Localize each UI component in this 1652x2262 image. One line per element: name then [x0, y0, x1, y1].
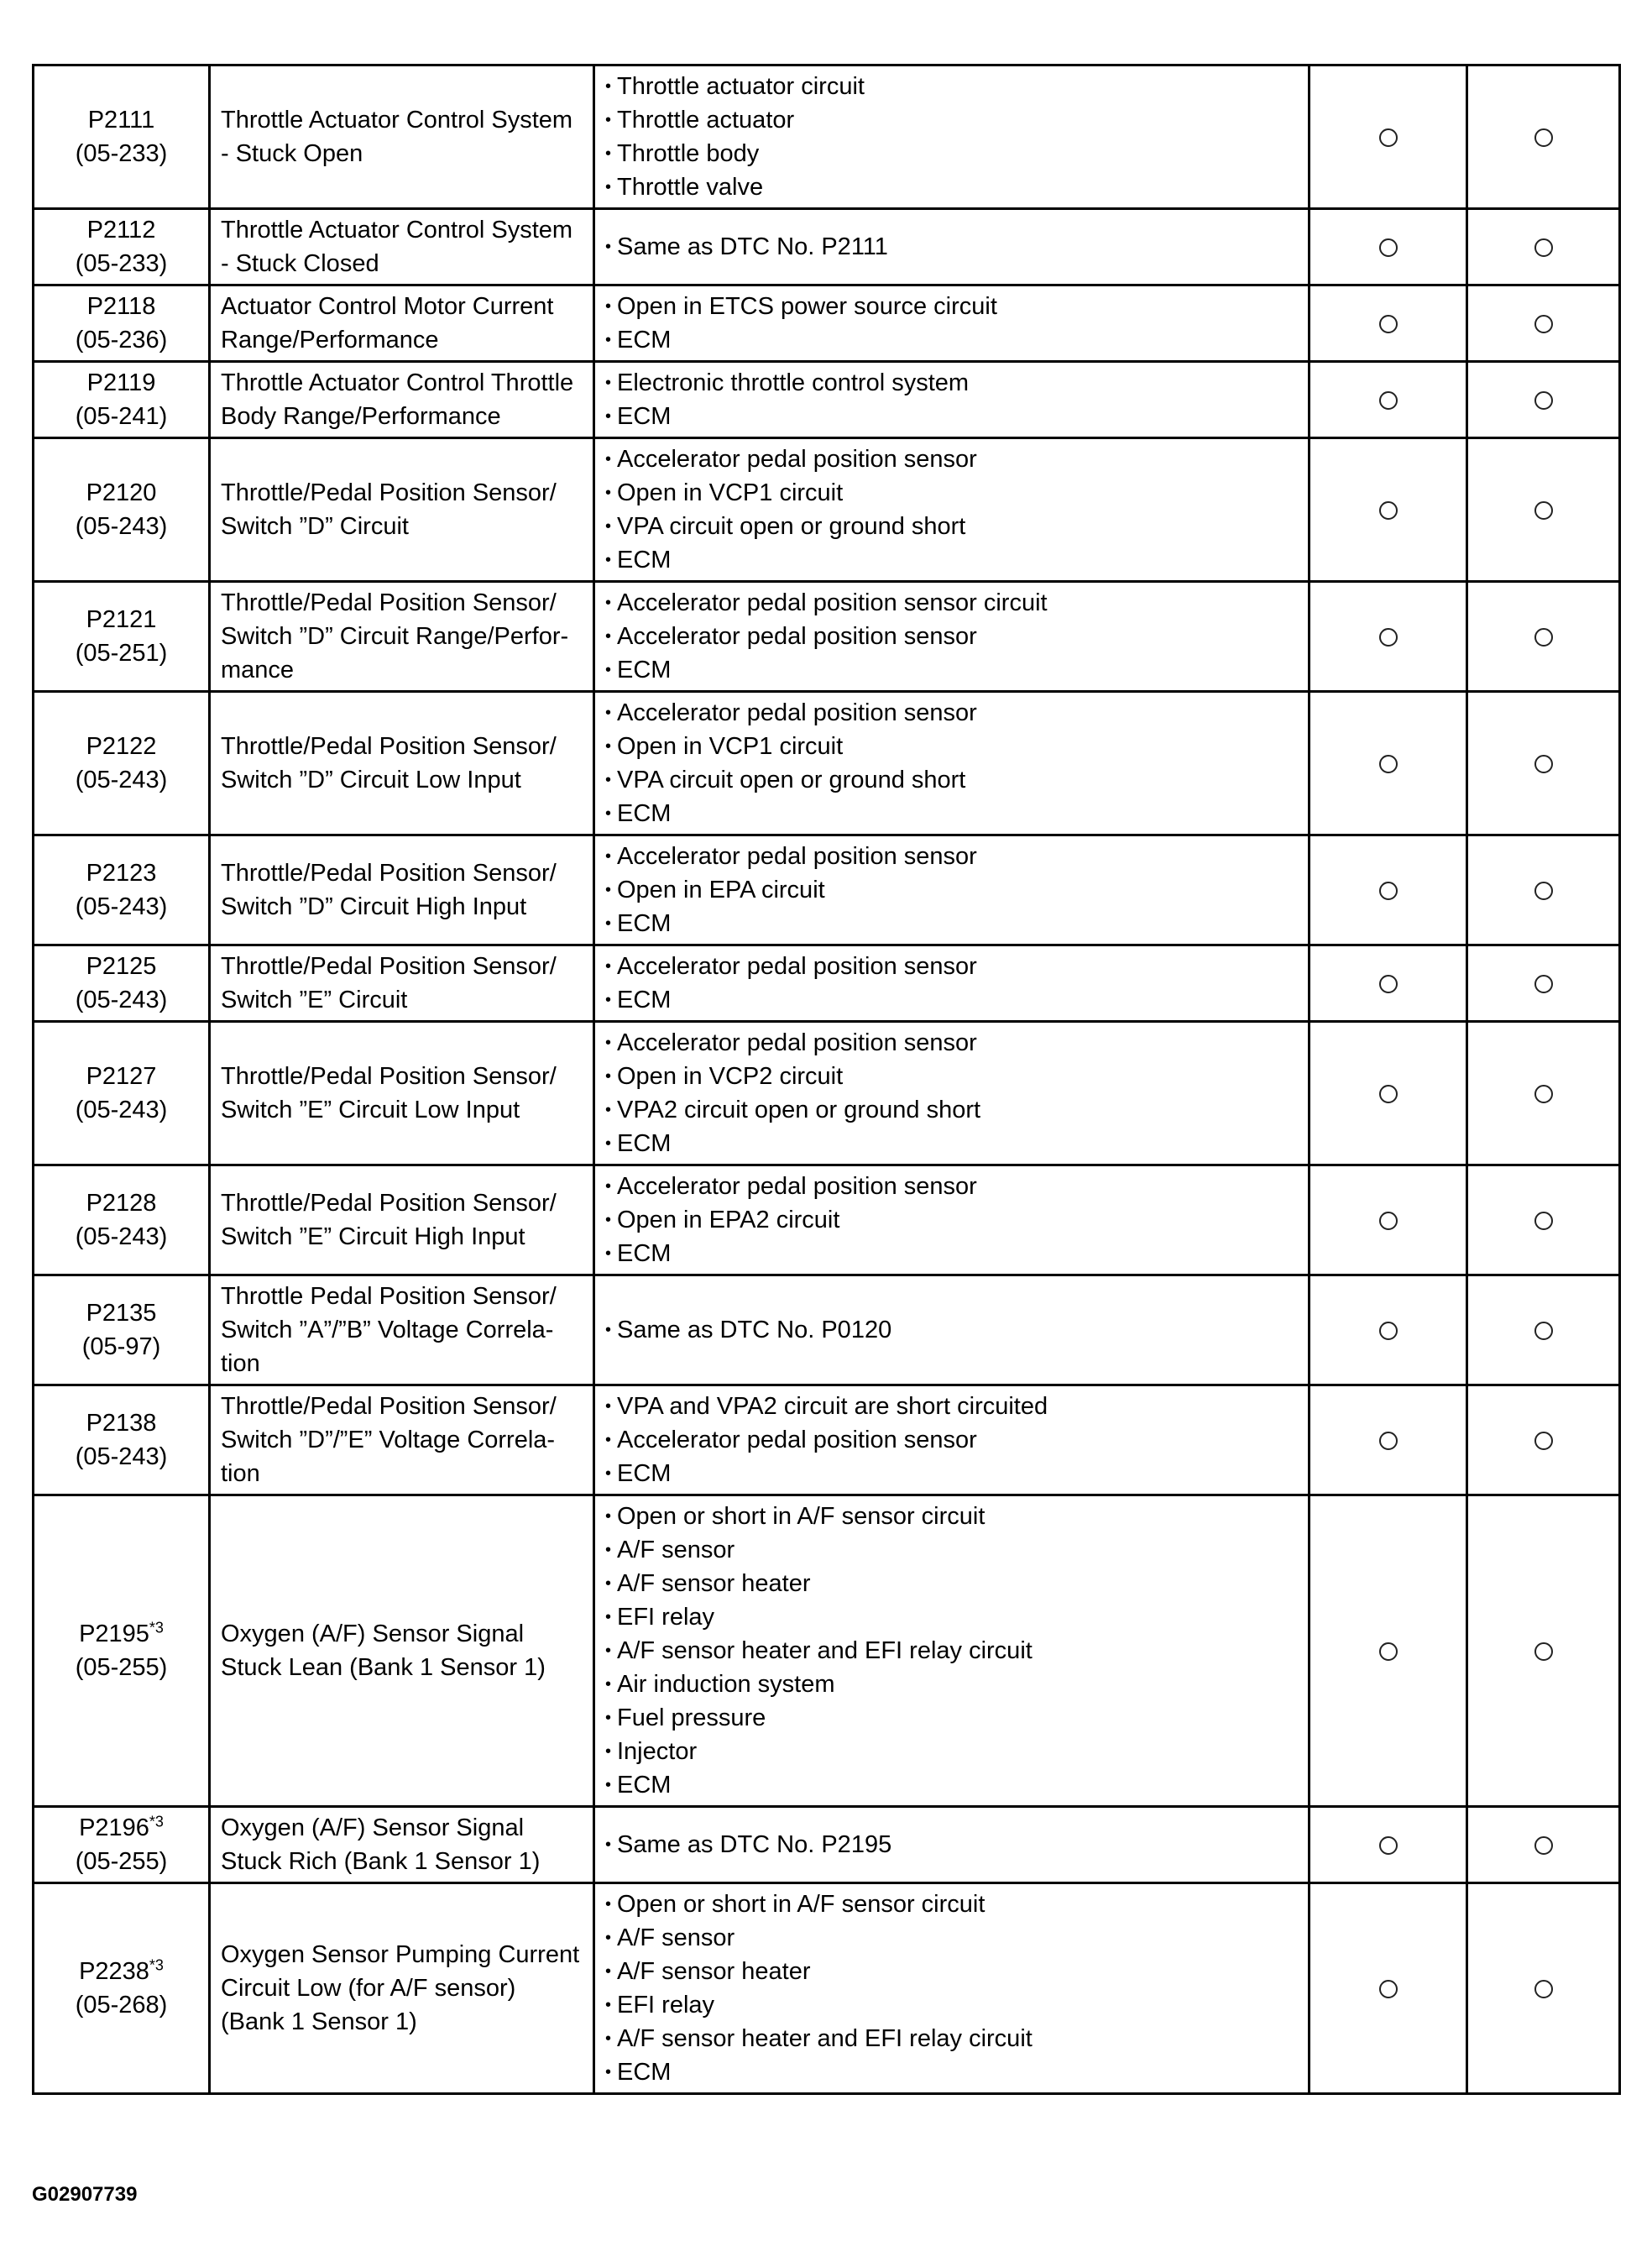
- table-row: [34, 362, 1620, 438]
- dtc-code-cell: [34, 692, 210, 835]
- mil-cell: [1310, 945, 1467, 1022]
- mil-circle-icon: [1379, 1212, 1398, 1230]
- trouble-area-item: • Throttle body: [605, 137, 1301, 170]
- dtc-footnote-mark: *3: [149, 1813, 164, 1830]
- memory-circle-icon: [1534, 1322, 1553, 1340]
- table-row: [34, 438, 1620, 582]
- memory-circle-icon: [1534, 1085, 1553, 1103]
- dtc-code: P2135: [86, 1300, 157, 1327]
- dtc-page-ref: (05-255): [75, 1654, 168, 1681]
- trouble-area-item: • Throttle actuator: [605, 103, 1301, 137]
- trouble-area-cell: [594, 1022, 1310, 1165]
- dtc-table: [32, 64, 1621, 2095]
- mil-circle-icon: [1379, 975, 1398, 993]
- dtc-page-ref: (05-241): [75, 403, 168, 430]
- mil-cell: [1310, 692, 1467, 835]
- mil-circle-icon: [1379, 1836, 1398, 1855]
- trouble-area-item: • Accelerator pedal position sensor circuit: [605, 586, 1301, 620]
- dtc-code: P2127: [86, 1063, 157, 1090]
- dtc-code-cell: [34, 1385, 210, 1495]
- memory-cell: [1467, 945, 1620, 1022]
- dtc-code-cell: [34, 1022, 210, 1165]
- table-row: [34, 1022, 1620, 1165]
- dtc-code-line: [38, 1060, 205, 1093]
- memory-circle-icon: [1534, 1980, 1553, 1998]
- memory-circle-icon: [1534, 755, 1553, 773]
- dtc-page-ref: (05-233): [75, 140, 168, 167]
- detection-item-cell: Throttle/Pedal Position Sensor/ Switch ”D” Circuit Low Input: [210, 692, 594, 835]
- trouble-area-item: • Open in VCP1 circuit: [605, 476, 1301, 510]
- memory-circle-icon: [1534, 128, 1553, 147]
- dtc-code: P2120: [86, 479, 157, 506]
- trouble-area-item: • Accelerator pedal position sensor: [605, 620, 1301, 653]
- dtc-page-ref: (05-243): [75, 1223, 168, 1250]
- detection-item-cell: Throttle/Pedal Position Sensor/ Switch ”E” Circuit: [210, 945, 594, 1022]
- detection-item-cell: Oxygen (A/F) Sensor Signal Stuck Rich (Bank 1 Sensor 1): [210, 1807, 594, 1883]
- memory-circle-icon: [1534, 1212, 1553, 1230]
- trouble-area-item: • Accelerator pedal position sensor: [605, 950, 1301, 983]
- trouble-area-item: • Electronic throttle control system: [605, 366, 1301, 400]
- mil-circle-icon: [1379, 391, 1398, 410]
- mil-circle-icon: [1379, 315, 1398, 333]
- trouble-area-item: • Same as DTC No. P0120: [605, 1313, 1301, 1347]
- trouble-area-cell: [594, 582, 1310, 692]
- trouble-area-item: • VPA circuit open or ground short: [605, 763, 1301, 797]
- mil-circle-icon: [1379, 1085, 1398, 1103]
- dtc-code-cell: [34, 362, 210, 438]
- trouble-area-cell: [594, 438, 1310, 582]
- dtc-code-line: [38, 476, 205, 510]
- mil-circle-icon: [1379, 755, 1398, 773]
- trouble-area-item: • Same as DTC No. P2195: [605, 1828, 1301, 1861]
- dtc-code: P2196: [79, 1814, 149, 1841]
- dtc-code: P2123: [86, 860, 157, 887]
- detection-item-cell: Throttle/Pedal Position Sensor/ Switch ”E” Circuit Low Input: [210, 1022, 594, 1165]
- mil-circle-icon: [1379, 1642, 1398, 1661]
- table-row: [34, 65, 1620, 209]
- memory-cell: [1467, 65, 1620, 209]
- memory-cell: [1467, 285, 1620, 362]
- trouble-area-item: • VPA2 circuit open or ground short: [605, 1093, 1301, 1127]
- dtc-code: P2122: [86, 733, 157, 760]
- memory-cell: [1467, 1165, 1620, 1275]
- mil-circle-icon: [1379, 628, 1398, 647]
- trouble-area-item: • Accelerator pedal position sensor: [605, 442, 1301, 476]
- figure-id: G02907739: [32, 2183, 138, 2206]
- mil-cell: [1310, 438, 1467, 582]
- trouble-area-item: • Throttle actuator circuit: [605, 70, 1301, 103]
- detection-item-cell: Throttle Actuator Control Throttle Body Range/Performance: [210, 362, 594, 438]
- detection-item-cell: Throttle/Pedal Position Sensor/ Switch ”D” Circuit Range/Perfor- mance: [210, 582, 594, 692]
- trouble-area-item: • A/F sensor heater: [605, 1955, 1301, 1988]
- dtc-code-cell: [34, 1883, 210, 2094]
- trouble-area-cell: [594, 1165, 1310, 1275]
- dtc-page-ref: (05-251): [75, 640, 168, 667]
- detection-item-cell: Throttle/Pedal Position Sensor/ Switch ”D” Circuit High Input: [210, 835, 594, 945]
- memory-circle-icon: [1534, 501, 1553, 520]
- dtc-code-cell: [34, 835, 210, 945]
- memory-cell: [1467, 1275, 1620, 1385]
- trouble-area-item: • ECM: [605, 907, 1301, 940]
- table-row: [34, 209, 1620, 285]
- dtc-code-cell: [34, 582, 210, 692]
- dtc-page-ref: (05-243): [75, 987, 168, 1013]
- memory-circle-icon: [1534, 238, 1553, 257]
- detection-item-cell: Throttle Pedal Position Sensor/ Switch ”A”/”B” Voltage Correla- tion: [210, 1275, 594, 1385]
- trouble-area-item: • ECM: [605, 543, 1301, 577]
- dtc-code: P2238: [79, 1958, 149, 1985]
- dtc-code-cell: [34, 1165, 210, 1275]
- dtc-code-cell: [34, 285, 210, 362]
- dtc-code: P2119: [86, 369, 156, 396]
- mil-circle-icon: [1379, 882, 1398, 900]
- trouble-area-item: • ECM: [605, 983, 1301, 1017]
- mil-cell: [1310, 1883, 1467, 2094]
- table-row: [34, 945, 1620, 1022]
- table-row: [34, 1385, 1620, 1495]
- mil-cell: [1310, 582, 1467, 692]
- memory-circle-icon: [1534, 315, 1553, 333]
- dtc-page-ref: (05-243): [75, 1097, 168, 1123]
- memory-circle-icon: [1534, 1836, 1553, 1855]
- trouble-area-item: • EFI relay: [605, 1988, 1301, 2022]
- memory-cell: [1467, 438, 1620, 582]
- trouble-area-item: • Accelerator pedal position sensor: [605, 1026, 1301, 1060]
- trouble-area-cell: [594, 1275, 1310, 1385]
- dtc-page-ref: (05-97): [81, 1333, 161, 1360]
- dtc-code: P2195: [79, 1621, 149, 1647]
- memory-cell: [1467, 1807, 1620, 1883]
- trouble-area-item: • VPA circuit open or ground short: [605, 510, 1301, 543]
- dtc-code-line: [38, 730, 205, 763]
- table-row: [34, 1883, 1620, 2094]
- trouble-area-item: • VPA and VPA2 circuit are short circuited: [605, 1390, 1301, 1423]
- trouble-area-item: • Injector: [605, 1735, 1301, 1768]
- trouble-area-item: • ECM: [605, 323, 1301, 357]
- dtc-page-ref: (05-236): [75, 327, 168, 353]
- table-row: [34, 1495, 1620, 1807]
- detection-item-cell: Oxygen (A/F) Sensor Signal Stuck Lean (Bank 1 Sensor 1): [210, 1495, 594, 1807]
- trouble-area-cell: [594, 945, 1310, 1022]
- memory-cell: [1467, 1495, 1620, 1807]
- trouble-area-cell: [594, 692, 1310, 835]
- trouble-area-item: • Open in EPA2 circuit: [605, 1203, 1301, 1237]
- trouble-area-item: • Open in VCP2 circuit: [605, 1060, 1301, 1093]
- trouble-area-item: • Same as DTC No. P2111: [605, 230, 1301, 264]
- memory-circle-icon: [1534, 1432, 1553, 1450]
- detection-item-cell: Throttle/Pedal Position Sensor/ Switch ”E” Circuit High Input: [210, 1165, 594, 1275]
- dtc-code-line: [38, 290, 205, 323]
- table-row: [34, 835, 1620, 945]
- trouble-area-item: • ECM: [605, 653, 1301, 687]
- dtc-code-line: [38, 1955, 205, 1988]
- dtc-code: P2138: [86, 1410, 157, 1437]
- mil-circle-icon: [1379, 1432, 1398, 1450]
- trouble-area-cell: [594, 835, 1310, 945]
- mil-cell: [1310, 285, 1467, 362]
- dtc-page-ref: (05-255): [75, 1848, 168, 1875]
- trouble-area-cell: [594, 285, 1310, 362]
- dtc-footnote-mark: *3: [149, 1956, 164, 1974]
- dtc-code-cell: [34, 438, 210, 582]
- mil-cell: [1310, 209, 1467, 285]
- dtc-code-cell: [34, 1807, 210, 1883]
- dtc-code-line: [38, 1296, 205, 1330]
- trouble-area-cell: [594, 65, 1310, 209]
- table-row: [34, 692, 1620, 835]
- trouble-area-item: • A/F sensor: [605, 1533, 1301, 1567]
- mil-circle-icon: [1379, 238, 1398, 257]
- detection-item-cell: Throttle/Pedal Position Sensor/ Switch ”D” Circuit: [210, 438, 594, 582]
- dtc-code-line: [38, 1617, 205, 1651]
- trouble-area-item: • ECM: [605, 1237, 1301, 1270]
- dtc-code: P2128: [86, 1190, 157, 1217]
- dtc-code: P2121: [86, 606, 157, 633]
- mil-cell: [1310, 65, 1467, 209]
- mil-circle-icon: [1379, 501, 1398, 520]
- trouble-area-item: • Fuel pressure: [605, 1701, 1301, 1735]
- trouble-area-item: • ECM: [605, 797, 1301, 830]
- trouble-area-cell: [594, 1807, 1310, 1883]
- mil-cell: [1310, 1275, 1467, 1385]
- mil-cell: [1310, 1385, 1467, 1495]
- trouble-area-item: • EFI relay: [605, 1600, 1301, 1634]
- trouble-area-item: • Accelerator pedal position sensor: [605, 1170, 1301, 1203]
- table-row: [34, 582, 1620, 692]
- dtc-code-line: [38, 950, 205, 983]
- trouble-area-item: • ECM: [605, 1768, 1301, 1802]
- mil-cell: [1310, 1495, 1467, 1807]
- mil-circle-icon: [1379, 1322, 1398, 1340]
- trouble-area-item: • Accelerator pedal position sensor: [605, 696, 1301, 730]
- dtc-code-cell: [34, 945, 210, 1022]
- dtc-page-ref: (05-233): [75, 250, 168, 277]
- memory-circle-icon: [1534, 628, 1553, 647]
- memory-circle-icon: [1534, 882, 1553, 900]
- mil-cell: [1310, 835, 1467, 945]
- dtc-code-line: [38, 1186, 205, 1220]
- trouble-area-item: • Open in EPA circuit: [605, 873, 1301, 907]
- dtc-code: P2112: [86, 217, 156, 243]
- table-row: [34, 285, 1620, 362]
- trouble-area-item: • Accelerator pedal position sensor: [605, 840, 1301, 873]
- dtc-code: P2125: [86, 953, 157, 980]
- dtc-code-cell: [34, 1275, 210, 1385]
- dtc-page-ref: (05-243): [75, 1443, 168, 1470]
- dtc-code-cell: [34, 209, 210, 285]
- mil-circle-icon: [1379, 1980, 1398, 1998]
- memory-circle-icon: [1534, 975, 1553, 993]
- trouble-area-cell: [594, 1883, 1310, 2094]
- mil-cell: [1310, 1807, 1467, 1883]
- detection-item-cell: Oxygen Sensor Pumping Current Circuit Low (for A/F sensor) (Bank 1 Sensor 1): [210, 1883, 594, 2094]
- dtc-page-ref: (05-243): [75, 513, 168, 540]
- memory-cell: [1467, 362, 1620, 438]
- dtc-table-body: [34, 65, 1620, 2094]
- dtc-code-line: [38, 213, 205, 247]
- trouble-area-item: • ECM: [605, 2055, 1301, 2089]
- trouble-area-item: • A/F sensor heater and EFI relay circuit: [605, 2022, 1301, 2055]
- table-row: [34, 1275, 1620, 1385]
- detection-item-cell: Throttle Actuator Control System - Stuck Closed: [210, 209, 594, 285]
- mil-circle-icon: [1379, 128, 1398, 147]
- trouble-area-item: • Open or short in A/F sensor circuit: [605, 1500, 1301, 1533]
- trouble-area-item: • Open or short in A/F sensor circuit: [605, 1888, 1301, 1921]
- trouble-area-cell: [594, 1495, 1310, 1807]
- mil-cell: [1310, 1165, 1467, 1275]
- trouble-area-item: • Open in ETCS power source circuit: [605, 290, 1301, 323]
- detection-item-cell: Throttle Actuator Control System - Stuck Open: [210, 65, 594, 209]
- memory-cell: [1467, 209, 1620, 285]
- detection-item-cell: Actuator Control Motor Current Range/Performance: [210, 285, 594, 362]
- dtc-code-line: [38, 1811, 205, 1845]
- table-row: [34, 1807, 1620, 1883]
- trouble-area-item: • Throttle valve: [605, 170, 1301, 204]
- dtc-code-line: [38, 856, 205, 890]
- dtc-code-line: [38, 1406, 205, 1440]
- table-row: [34, 1165, 1620, 1275]
- dtc-page-ref: (05-243): [75, 893, 168, 920]
- dtc-page-ref: (05-268): [75, 1992, 168, 2019]
- trouble-area-cell: [594, 1385, 1310, 1495]
- trouble-area-item: • Accelerator pedal position sensor: [605, 1423, 1301, 1457]
- memory-cell: [1467, 582, 1620, 692]
- trouble-area-cell: [594, 362, 1310, 438]
- dtc-footnote-mark: *3: [149, 1619, 164, 1636]
- dtc-code: P2111: [87, 107, 155, 134]
- dtc-code: P2118: [86, 293, 156, 320]
- memory-cell: [1467, 835, 1620, 945]
- memory-cell: [1467, 692, 1620, 835]
- dtc-code-cell: [34, 65, 210, 209]
- trouble-area-item: • ECM: [605, 400, 1301, 433]
- dtc-code-line: [38, 603, 205, 636]
- trouble-area-item: • A/F sensor: [605, 1921, 1301, 1955]
- trouble-area-cell: [594, 209, 1310, 285]
- trouble-area-item: • ECM: [605, 1127, 1301, 1160]
- dtc-code-cell: [34, 1495, 210, 1807]
- dtc-page-ref: (05-243): [75, 767, 168, 793]
- dtc-code-line: [38, 366, 205, 400]
- trouble-area-item: • Air induction system: [605, 1668, 1301, 1701]
- memory-cell: [1467, 1385, 1620, 1495]
- memory-cell: [1467, 1883, 1620, 2094]
- mil-cell: [1310, 1022, 1467, 1165]
- memory-circle-icon: [1534, 1642, 1553, 1661]
- trouble-area-item: • A/F sensor heater: [605, 1567, 1301, 1600]
- dtc-code-line: [38, 103, 205, 137]
- detection-item-cell: Throttle/Pedal Position Sensor/ Switch ”D”/”E” Voltage Correla- tion: [210, 1385, 594, 1495]
- trouble-area-item: • A/F sensor heater and EFI relay circuit: [605, 1634, 1301, 1668]
- memory-circle-icon: [1534, 391, 1553, 410]
- trouble-area-item: • ECM: [605, 1457, 1301, 1490]
- trouble-area-item: • Open in VCP1 circuit: [605, 730, 1301, 763]
- mil-cell: [1310, 362, 1467, 438]
- memory-cell: [1467, 1022, 1620, 1165]
